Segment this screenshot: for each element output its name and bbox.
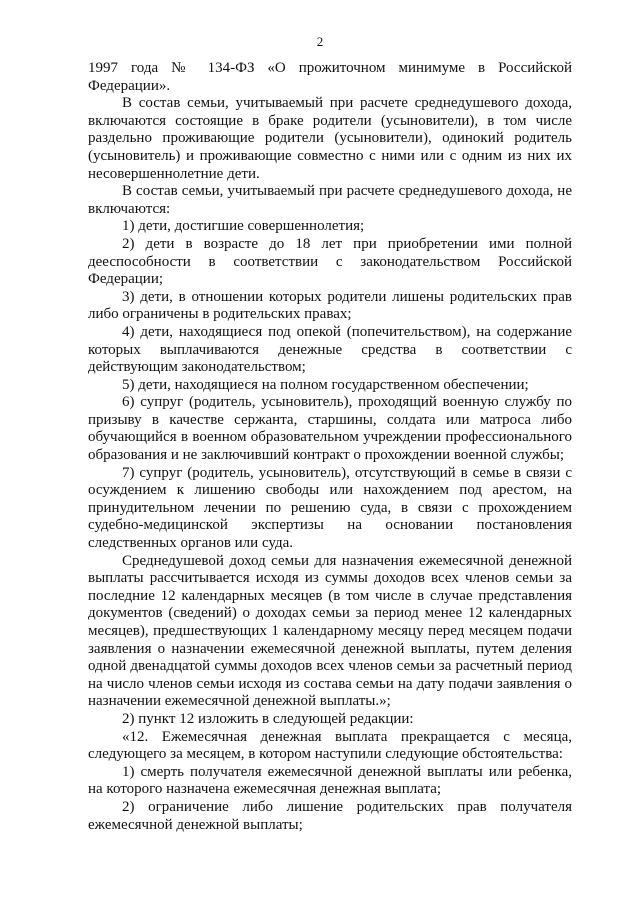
termination-item-1: 1) смерть получателя ежемесячной денежной выплаты или ребенка, на которого назначена ежемесячная денежная выплата; <box>88 763 572 798</box>
list-item-4: 4) дети, находящиеся под опекой (попечительством), на содержание которых выплачиваются денежные средства в соответствии с действующим законодательством; <box>88 323 572 376</box>
paragraph-law-reference: 1997 года № 134-ФЗ «О прожиточном минимуме в Российской Федерации». <box>88 60 572 94</box>
list-item-1: 1) дети, достигшие совершеннолетия; <box>122 218 365 235</box>
paragraph-point-12-text: «12. Ежемесячная денежная выплата прекращается с месяца, следующего за месяцем, в котором наступили следующие обстоятельства: <box>88 728 572 763</box>
list-item-2: 2) дети в возрасте до 18 лет при приобретении ими полной дееспособности в соответствии с законодательством Российской Федерации; <box>88 235 572 288</box>
list-item-5: 5) дети, находящиеся на полном государственном обеспечении; <box>122 376 529 393</box>
paragraph-family-excluded-intro: В состав семьи, учитываемый при расчете среднедушевого дохода, не включаются: <box>88 183 572 217</box>
paragraph-amendment-point-12: 2) пункт 12 изложить в следующей редакции: <box>122 710 414 727</box>
paragraph-family-included: В состав семьи, учитываемый при расчете среднедушевого дохода, включаются состоящие в браке родители (усыновители), в том числе раздельно проживающие родители (усыновители), одинокий родитель (усыновитель) и проживающие совместно с ними или с одним из них их несовершеннолетние дети. <box>88 95 572 182</box>
list-item-3: 3) дети, в отношении которых родители лишены родительских прав либо ограничены в родительских правах; <box>88 288 572 323</box>
list-item-7: 7) супруг (родитель, усыновитель), отсутствующий в семье в связи с осуждением к лишению свободы или нахождением под арестом, на принудительном лечении по решению суда, в связи с прохождением судебно-медицинской экспертизы на основании постановления следственных органов или суда. <box>88 464 572 552</box>
page-number: 2 <box>316 34 324 49</box>
document-body <box>88 60 572 834</box>
paragraph-income-calculation: Среднедушевой доход семьи для назначения ежемесячной денежной выплаты рассчитывается исходя из суммы доходов всех членов семьи за последние 12 календарных месяцев (в том числе в случае представления документов (сведений) о доходах семьи за период менее 12 календарных месяцев), предшествующих 1 календарному месяцу перед месяцем подачи заявления о назначении ежемесячной денежной выплаты, путем деления одной двенадцатой суммы доходов всех членов семьи за расчетный период на число членов семьи исходя из состава семьи на дату подачи заявления о назначении ежемесячной денежной выплаты.»; <box>88 552 572 710</box>
list-item-6: 6) супруг (родитель, усыновитель), проходящий военную службу по призыву в качестве сержанта, старшины, солдата или матроса либо обучающийся в военном образовательном учреждении профессионального образования и не заключивший контракт о прохождении военной службы; <box>88 394 572 464</box>
termination-item-2: 2) ограничение либо лишение родительских прав получателя ежемесячной денежной выплаты; <box>88 798 572 833</box>
